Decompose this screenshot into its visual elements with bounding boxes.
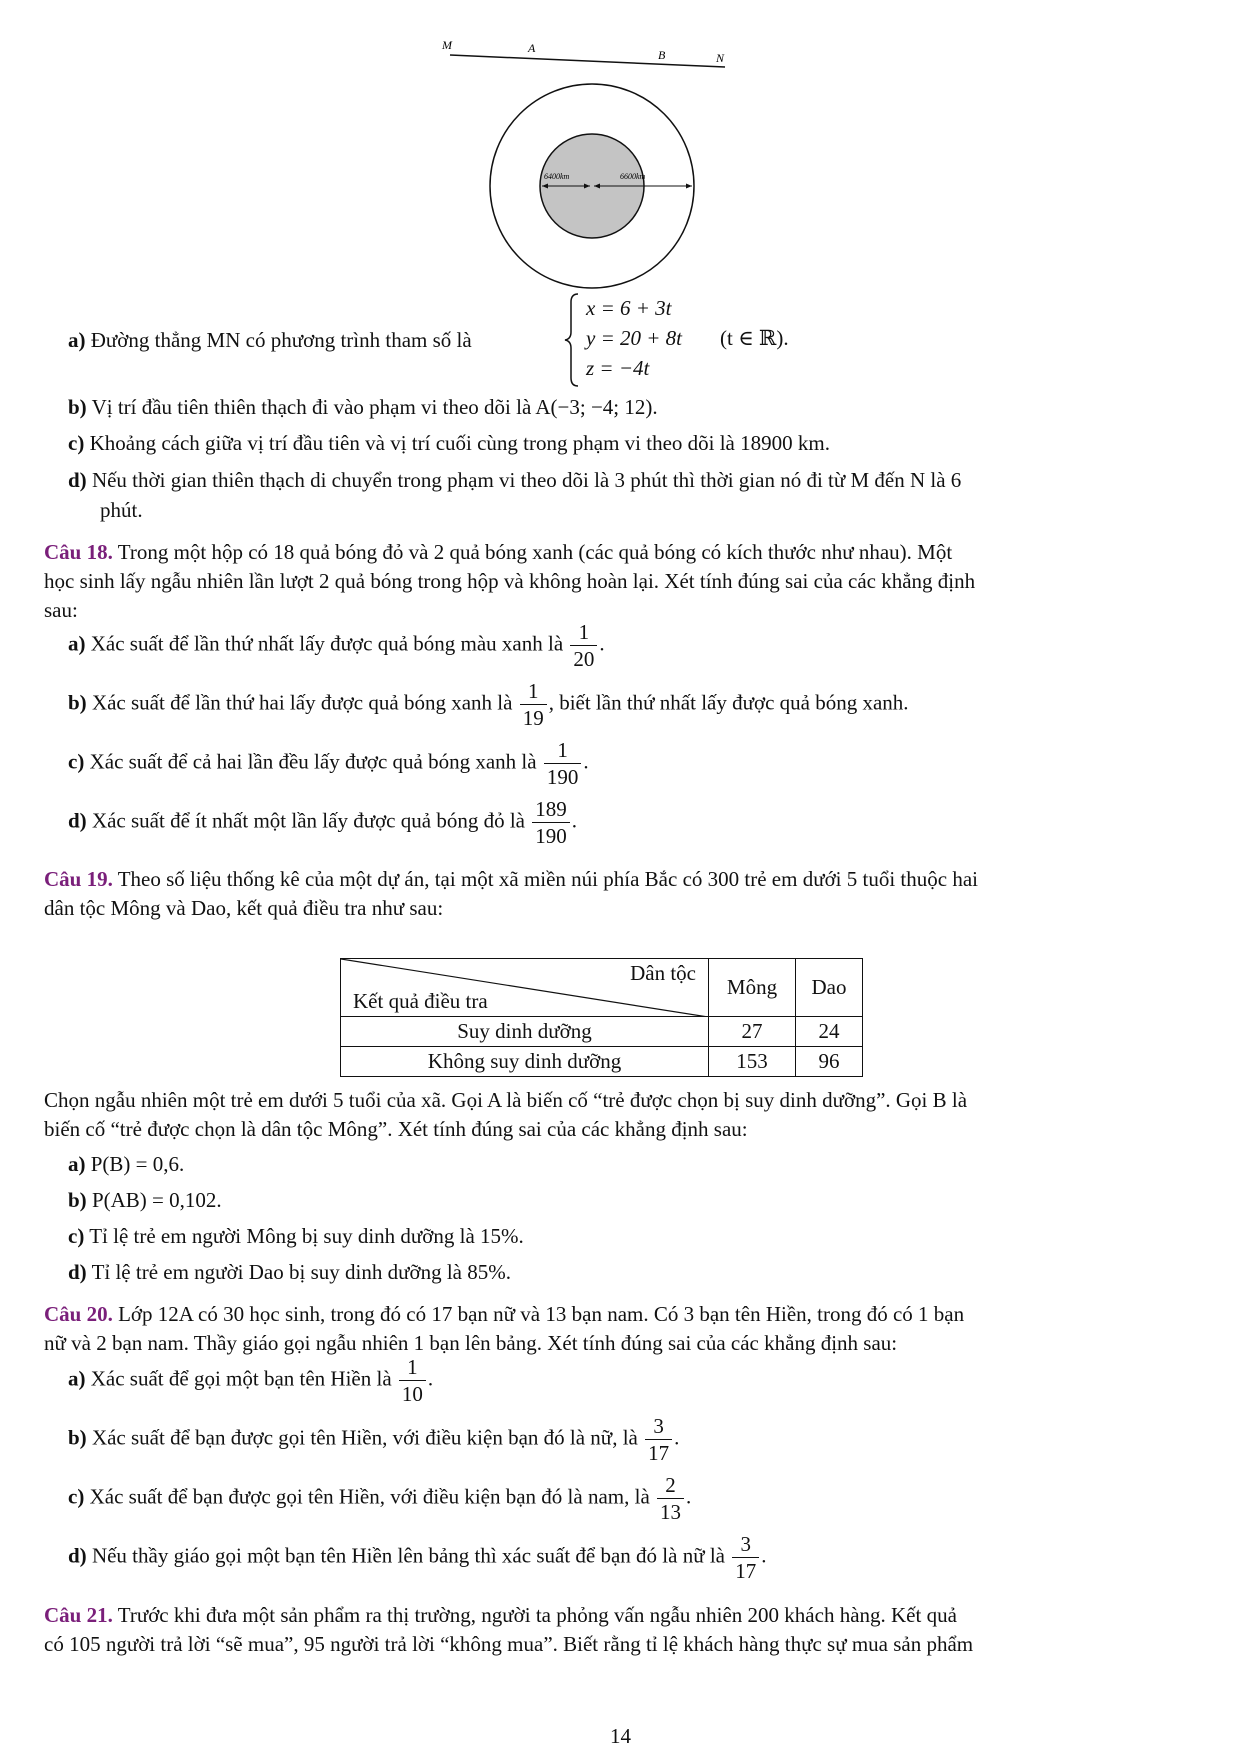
label-m: M: [442, 38, 452, 52]
q17-param: (t ∈ ℝ).: [720, 326, 789, 350]
q19-line2: dân tộc Mông và Dao, kết quả điều tra như sau:: [44, 896, 444, 920]
fraction: $\frac{2}{13}$: [657, 1473, 684, 1524]
label-b: B: [658, 48, 666, 62]
fraction: $\frac{1}{10}$: [399, 1355, 426, 1406]
q18-option-c: c) Xác suất để cả hai lần đều lấy được quả bóng xanh là $\frac{1}{190}$ .: [68, 738, 589, 789]
q20-option-d: d) Nếu thầy giáo gọi một bạn tên Hiền lên bảng thì xác suất để bạn đó là nữ là $\frac{3}{17}$ .: [68, 1532, 767, 1583]
system-brace: [564, 292, 580, 388]
q20-option-b: b) Xác suất để bạn được gọi tên Hiền, với điều kiện bạn đó là nữ, là $\frac{3}{17}$ .: [68, 1414, 680, 1465]
q21-line2: có 105 người trả lời “sẽ mua”, 95 người trả lời “không mua”. Biết rằng tỉ lệ khách hàng thực sự mua sản phẩm: [44, 1632, 974, 1656]
q18-option-d: d) Xác suất để ít nhất một lần lấy được quả bóng đỏ là $\frac{189}{190}$ .: [68, 797, 577, 848]
label-a: A: [528, 41, 536, 55]
q21-line1: Câu 21. Trước khi đưa một sản phẩm ra thị trường, người ta phỏng vấn ngẫu nhiên 200 khách hàng. Kết quả: [44, 1603, 957, 1627]
q19-after2: biến cố “trẻ được chọn là dân tộc Mông”. Xét tính đúng sai của các khẳng định sau:: [44, 1117, 748, 1141]
q17-eq1: x = 6 + 3t: [586, 296, 672, 320]
q19-after1: Chọn ngẫu nhiên một trẻ em dưới 5 tuổi của xã. Gọi A là biến cố “trẻ được chọn bị suy dinh dưỡng”. Gọi B là: [44, 1088, 968, 1112]
q17-option-d: d) Nếu thời gian thiên thạch di chuyển trong phạm vi theo dõi là 3 phút thì thời gian nó đi từ M đến N là 6: [68, 468, 962, 492]
q19-option-c: c) Tỉ lệ trẻ em người Mông bị suy dinh dưỡng là 15%.: [68, 1224, 524, 1248]
label-n: N: [716, 51, 725, 65]
col-header-mong: Mông: [709, 959, 796, 1017]
q19-option-a: a) P(B) = 0,6.: [68, 1152, 185, 1176]
q17-option-c: c) Khoảng cách giữa vị trí đầu tiên và vị trí cuối cùng trong phạm vi theo dõi là 18900 km.: [68, 431, 830, 455]
q18-option-a: a) Xác suất để lần thứ nhất lấy được quả bóng màu xanh là $\frac{1}{20}$ .: [68, 620, 605, 671]
table-corner-cell: [341, 959, 709, 1017]
q21-title: Câu 21.: [44, 1603, 113, 1627]
fraction: $\frac{3}{17}$: [732, 1532, 759, 1583]
q19-option-b: b) P(AB) = 0,102.: [68, 1188, 222, 1212]
fraction: $\frac{1}{190}$: [544, 738, 582, 789]
malnutrition-table: [340, 958, 863, 1077]
q18-option-b: b) Xác suất để lần thứ hai lấy được quả bóng xanh là $\frac{1}{19}$ , biết lần thứ nhất lấy được quả bóng xanh.: [68, 679, 909, 730]
q18-line3: sau:: [44, 598, 78, 622]
q17-eq2: y = 20 + 8t: [586, 326, 682, 350]
q19-line1: Câu 19. Theo số liệu thống kê của một dự án, tại một xã miền núi phía Bắc có 300 trẻ em dưới 5 tuổi thuộc hai: [44, 867, 978, 891]
q20-line2: nữ và 2 bạn nam. Thầy giáo gọi ngẫu nhiên 1 bạn lên bảng. Xét tính đúng sai của các khẳng định sau:: [44, 1331, 898, 1355]
line-mn: [450, 55, 725, 67]
q17-a-text: Đường thẳng MN có phương trình tham số là: [90, 328, 472, 352]
q18-line1: Câu 18. Trong một hộp có 18 quả bóng đỏ và 2 quả bóng xanh (các quả bóng có kích thước như nhau). Một: [44, 540, 953, 564]
q18-line2: học sinh lấy ngẫu nhiên lần lượt 2 quả bóng trong hộp và không hoàn lại. Xét tính đúng sai của các khẳng định: [44, 569, 976, 593]
outer-radius-label: 6600km: [620, 172, 646, 181]
fraction: $\frac{1}{20}$: [570, 620, 597, 671]
q20-option-c: c) Xác suất để bạn được gọi tên Hiền, với điều kiện bạn đó là nam, là $\frac{2}{13}$ .: [68, 1473, 692, 1524]
inner-radius-label: 6400km: [544, 172, 570, 181]
q17-option-b: b) Vị trí đầu tiên thiên thạch đi vào phạm vi theo dõi là A(−3; −4; 12).: [68, 395, 658, 419]
q18-title: Câu 18.: [44, 540, 113, 564]
q17-option-a: a) Đường thẳng MN có phương trình tham số là: [68, 328, 472, 352]
table-row: Suy dinh dưỡng 27 24: [341, 1017, 863, 1047]
corner-bottom-label: Kết quả điều tra: [353, 989, 488, 1013]
earth-orbit-figure: [440, 35, 740, 290]
col-header-dao: Dao: [796, 959, 863, 1017]
q20-title: Câu 20.: [44, 1302, 113, 1326]
q19-option-d: d) Tỉ lệ trẻ em người Dao bị suy dinh dưỡng là 85%.: [68, 1260, 511, 1284]
page-number: 14: [610, 1724, 631, 1748]
q20-line1: Câu 20. Lớp 12A có 30 học sinh, trong đó có 17 bạn nữ và 13 bạn nam. Có 3 bạn tên Hiền, trong đó có 1 bạn: [44, 1302, 965, 1326]
q17-eq3: z = −4t: [586, 356, 650, 380]
table-row: Không suy dinh dưỡng 153 96: [341, 1047, 863, 1077]
q17-option-d-cont: phút.: [100, 498, 143, 522]
fraction: $\frac{3}{17}$: [645, 1414, 672, 1465]
q20-option-a: a) Xác suất để gọi một bạn tên Hiền là $\frac{1}{10}$ .: [68, 1355, 434, 1406]
fraction: $\frac{189}{190}$: [532, 797, 570, 848]
corner-top-label: Dân tộc: [630, 961, 696, 985]
fraction: $\frac{1}{19}$: [520, 679, 547, 730]
q19-title: Câu 19.: [44, 867, 113, 891]
